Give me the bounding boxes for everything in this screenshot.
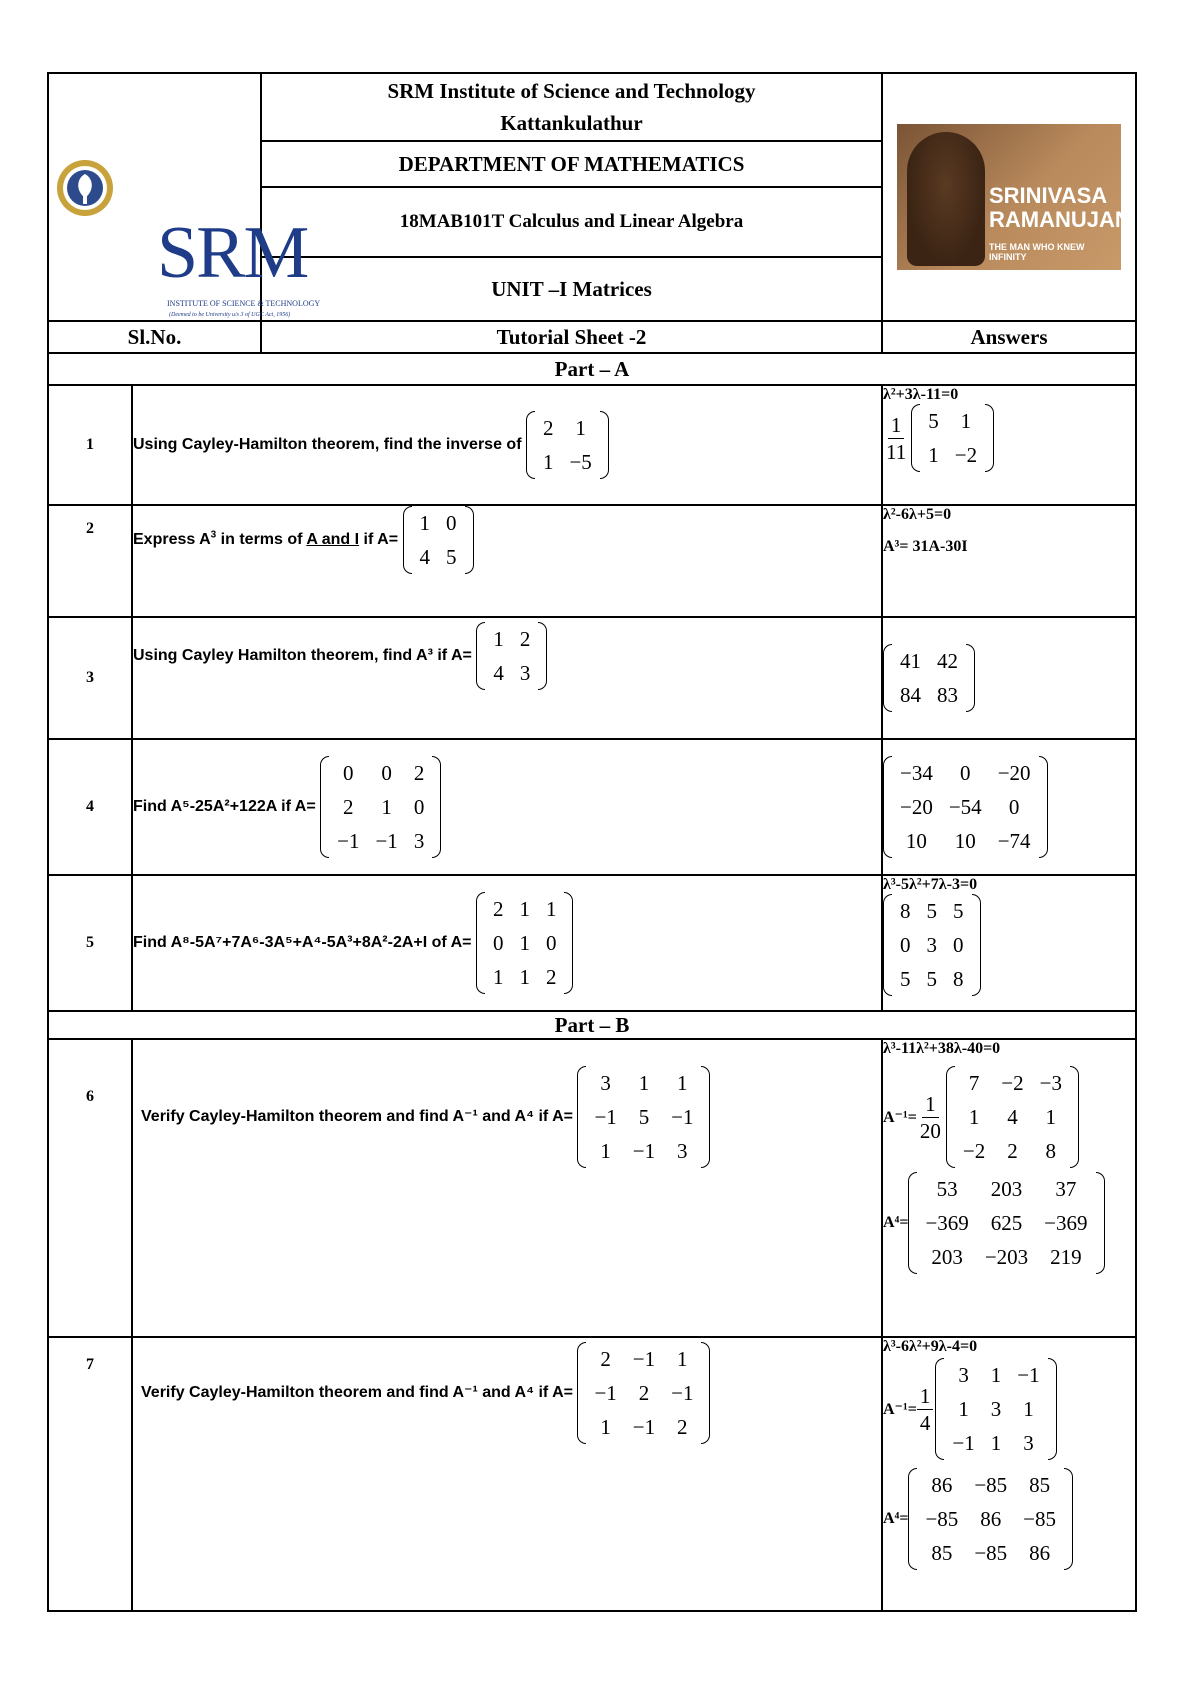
matrix-entry: −85	[974, 1541, 1008, 1565]
question-number: 5	[48, 875, 132, 1011]
question-matrix	[403, 506, 474, 574]
matrix-entry: 84	[900, 683, 921, 707]
col-header-answers: Answers	[882, 321, 1136, 353]
matrix-entry: 1	[519, 931, 530, 955]
question-text-cell	[132, 1337, 882, 1611]
matrix-entry: 3	[413, 829, 425, 853]
matrix-left-bracket	[883, 894, 892, 996]
matrix-left-bracket	[883, 756, 892, 858]
matrix-entry: 10	[905, 829, 927, 853]
question-text: Using Cayley-Hamilton theorem, find the inverse of	[133, 436, 522, 454]
matrix-entry: −1	[594, 1105, 617, 1129]
answer-fraction: $\frac{1}{11}$	[886, 412, 907, 464]
matrix-entry: −20	[997, 761, 1031, 785]
matrix-right-bracket	[465, 506, 474, 574]
matrix-left-bracket	[476, 622, 485, 690]
matrix-entry: 0	[960, 761, 971, 785]
matrix-entry: 203	[931, 1245, 963, 1269]
tutorial-table	[47, 72, 1137, 1612]
matrix-entry: 3	[677, 1139, 688, 1163]
matrix-entry: 3	[926, 933, 937, 957]
matrix-entry: 85	[1029, 1473, 1051, 1497]
question-number: 3	[48, 617, 132, 739]
table-row	[48, 505, 1136, 617]
question-text-cell	[132, 739, 882, 875]
answer-cell	[882, 875, 1136, 1011]
matrix-entry: 1	[1023, 1397, 1034, 1421]
matrix-entry: 5	[926, 899, 937, 923]
question-matrix	[577, 1342, 710, 1444]
matrix-entry: −1	[952, 1431, 975, 1455]
matrix-right-bracket	[1070, 1066, 1079, 1168]
matrix-entry: −1	[632, 1347, 656, 1371]
answer-cell	[882, 617, 1136, 739]
matrix-entry: 1	[493, 627, 504, 651]
srm-logo-cell	[48, 73, 321, 321]
matrix-entry: 0	[446, 511, 457, 535]
matrix-left-bracket	[935, 1358, 944, 1460]
answer-equation: λ²-6λ+5=0	[883, 506, 952, 523]
question-text: Using Cayley Hamilton theorem, find A³ if A=	[133, 647, 472, 665]
answer-cell	[882, 505, 1136, 617]
matrix-entry: 53	[936, 1177, 958, 1201]
matrix-entry: 8	[900, 899, 911, 923]
matrix-left-bracket	[577, 1066, 586, 1168]
matrix-right-bracket	[538, 622, 547, 690]
matrix-left-bracket	[908, 1172, 917, 1274]
matrix-entry: 5	[900, 967, 911, 991]
matrix-entry: 1	[545, 897, 557, 921]
portrait-name-line2: RAMANUJAN	[989, 207, 1131, 232]
matrix-right-bracket	[600, 411, 609, 479]
table-row	[48, 1337, 1136, 1611]
answer-matrix	[883, 894, 981, 996]
answer-cell	[882, 1039, 1136, 1337]
matrix-entry: 2	[492, 897, 504, 921]
matrix-entry: −85	[925, 1507, 959, 1531]
department-title: DEPARTMENT OF MATHEMATICS	[261, 141, 882, 187]
matrix-entry: 1	[575, 416, 586, 440]
matrix-entry: 86	[980, 1507, 1002, 1531]
question-matrix	[476, 892, 574, 994]
matrix-entry: −34	[900, 761, 933, 785]
srm-logo-text: SRM	[157, 212, 308, 294]
matrix-right-bracket	[564, 892, 573, 994]
campus-name: Kattankulathur	[500, 111, 643, 135]
matrix-entry: −203	[984, 1245, 1029, 1269]
question-matrix	[320, 756, 441, 858]
matrix-entry: 3	[958, 1363, 969, 1387]
matrix-entry: −3	[1039, 1071, 1062, 1095]
matrix-entry: 5	[638, 1105, 650, 1129]
inverse-matrix	[946, 1066, 1079, 1168]
question-text: Verify Cayley-Hamilton theorem and find A⁻¹ and A⁴ if A=	[141, 1384, 573, 1402]
matrix-entry: 5	[928, 409, 939, 433]
answer-equation: λ³-5λ²+7λ-3=0	[883, 876, 978, 893]
power-matrix	[908, 1172, 1104, 1274]
matrix-entry: 2	[1007, 1139, 1018, 1163]
matrix-right-bracket	[1039, 756, 1048, 858]
matrix-entry: −369	[1044, 1211, 1088, 1235]
matrix-entry: 3	[600, 1071, 611, 1095]
matrix-left-bracket	[946, 1066, 955, 1168]
matrix-entry: −2	[962, 1139, 986, 1163]
answer-equation: λ³-6λ²+9λ-4=0	[883, 1338, 978, 1355]
ramanujan-portrait	[897, 124, 1131, 270]
question-matrix	[476, 622, 547, 690]
matrix-entry: 1	[381, 795, 392, 819]
portrait-cell	[882, 73, 1136, 321]
matrix-entry: −1	[632, 1139, 656, 1163]
matrix-entry: 0	[381, 761, 392, 785]
matrix-entry: 203	[990, 1177, 1023, 1201]
matrix-entry: −5	[569, 450, 592, 474]
matrix-right-bracket	[1048, 1358, 1057, 1460]
matrix-entry: 5	[953, 899, 964, 923]
matrix-entry: 0	[343, 761, 354, 785]
matrix-entry: 5	[446, 545, 457, 569]
matrix-entry: 1	[990, 1363, 1002, 1387]
unit-title: UNIT –I Matrices	[261, 257, 882, 321]
matrix-entry: 1	[638, 1071, 650, 1095]
matrix-entry: 0	[953, 933, 964, 957]
matrix-entry: −1	[337, 829, 360, 853]
matrix-entry: 2	[600, 1347, 611, 1371]
matrix-right-bracket	[432, 756, 441, 858]
matrix-left-bracket	[883, 644, 892, 712]
inverse-label: A⁻¹=	[883, 1109, 917, 1126]
matrix-entry: 2	[542, 416, 554, 440]
matrix-entry: −20	[900, 795, 933, 819]
question-text-cell	[132, 1039, 882, 1337]
matrix-entry: 3	[990, 1397, 1002, 1421]
table-row	[48, 617, 1136, 739]
matrix-entry: −1	[375, 829, 398, 853]
matrix-entry: 1	[600, 1415, 611, 1439]
matrix-entry: 1	[677, 1347, 688, 1371]
part-b-header: Part – B	[48, 1011, 1136, 1039]
matrix-left-bracket	[476, 892, 485, 994]
matrix-entry: 1	[960, 409, 972, 433]
table-row	[48, 1039, 1136, 1337]
col-header-slno: Sl.No.	[48, 321, 261, 353]
institute-cell	[261, 73, 882, 141]
question-text: Verify Cayley-Hamilton theorem and find A⁻¹ and A⁴ if A=	[141, 1108, 573, 1126]
matrix-entry: 8	[1045, 1139, 1057, 1163]
matrix-entry: 1	[519, 897, 530, 921]
power-matrix	[908, 1468, 1073, 1570]
matrix-entry: 37	[1055, 1177, 1077, 1201]
matrix-left-bracket	[403, 506, 412, 574]
matrix-entry: 86	[931, 1473, 953, 1497]
matrix-entry: −1	[594, 1381, 617, 1405]
matrix-entry: 4	[1007, 1105, 1018, 1129]
matrix-entry: 3	[519, 661, 531, 685]
matrix-entry: 1	[600, 1139, 611, 1163]
matrix-entry: 86	[1029, 1541, 1051, 1565]
matrix-entry: 0	[900, 933, 911, 957]
matrix-entry: −85	[1023, 1507, 1056, 1531]
matrix-entry: 8	[953, 967, 964, 991]
matrix-entry: 2	[519, 627, 531, 651]
matrix-entry: −1	[671, 1381, 694, 1405]
question-text-cell	[132, 617, 882, 739]
matrix-entry: 42	[937, 649, 958, 673]
matrix-entry: 0	[492, 931, 504, 955]
matrix-entry: 83	[937, 683, 958, 707]
portrait-name	[989, 184, 1131, 232]
matrix-entry: 4	[493, 661, 504, 685]
tutorial-sheet-page	[47, 72, 1135, 1612]
course-title: 18MAB101T Calculus and Linear Algebra	[261, 187, 882, 257]
matrix-entry: 1	[542, 450, 554, 474]
matrix-entry: 2	[677, 1415, 688, 1439]
matrix-entry: 0	[1008, 795, 1020, 819]
question-number: 7	[48, 1337, 132, 1611]
question-text-cell	[132, 505, 882, 617]
matrix-left-bracket	[908, 1468, 917, 1570]
answer-cell	[882, 739, 1136, 875]
matrix-left-bracket	[526, 411, 535, 479]
matrix-right-bracket	[966, 644, 975, 712]
matrix-right-bracket	[985, 404, 994, 472]
matrix-entry: 0	[545, 931, 557, 955]
matrix-entry: 1	[677, 1071, 688, 1095]
question-number: 2	[48, 505, 132, 617]
matrix-entry: 7	[968, 1071, 980, 1095]
table-row	[48, 385, 1136, 505]
matrix-entry: 1	[519, 965, 530, 989]
matrix-entry: 625	[990, 1211, 1023, 1235]
col-header-sheet: Tutorial Sheet -2	[261, 321, 882, 353]
answer-fraction: $\frac{1}{20}$	[919, 1091, 941, 1143]
answer-cell	[882, 385, 1136, 505]
answer-fraction: $\frac{1}{4}$	[917, 1383, 934, 1436]
matrix-entry: 5	[926, 967, 937, 991]
matrix-entry: 4	[419, 545, 430, 569]
answer-line: A³= 31A-30I	[883, 538, 968, 555]
matrix-entry: −1	[1017, 1363, 1040, 1387]
answer-equation: λ²+3λ-11=0	[883, 386, 959, 403]
question-text-cell	[132, 875, 882, 1011]
question-text: Express $A^3$ in terms of A and I if A=	[133, 529, 399, 549]
question-matrix	[577, 1066, 710, 1168]
matrix-entry: 0	[413, 795, 425, 819]
power-label: A⁴=	[883, 1510, 909, 1527]
matrix-entry: −2	[1001, 1071, 1024, 1095]
matrix-entry: 1	[958, 1397, 969, 1421]
matrix-right-bracket	[1064, 1468, 1073, 1570]
inverse-label: A⁻¹=	[883, 1401, 917, 1418]
table-row	[48, 875, 1136, 1011]
matrix-right-bracket	[701, 1342, 710, 1444]
answer-matrix	[883, 756, 1048, 858]
matrix-right-bracket	[972, 894, 981, 996]
matrix-left-bracket	[577, 1342, 586, 1444]
portrait-caption: THE MAN WHO KNEW INFINITY	[989, 242, 1085, 262]
matrix-entry: 1	[968, 1105, 980, 1129]
matrix-entry: 1	[492, 965, 504, 989]
matrix-entry: 1	[990, 1431, 1002, 1455]
question-matrix	[526, 411, 609, 479]
matrix-entry: 2	[545, 965, 557, 989]
matrix-entry: 85	[931, 1541, 953, 1565]
question-number: 4	[48, 739, 132, 875]
matrix-entry: 2	[413, 761, 425, 785]
matrix-left-bracket	[320, 756, 329, 858]
portrait-face-image	[907, 132, 985, 266]
question-number: 1	[48, 385, 132, 505]
matrix-entry: 41	[900, 649, 921, 673]
matrix-entry: −85	[974, 1473, 1008, 1497]
matrix-left-bracket	[911, 404, 920, 472]
institute-name: SRM Institute of Science and Technology	[387, 79, 756, 103]
matrix-entry: −1	[671, 1105, 694, 1129]
matrix-entry: 2	[343, 795, 354, 819]
matrix-entry: −1	[632, 1415, 656, 1439]
answer-equation: λ³-11λ²+38λ-40=0	[883, 1040, 1001, 1057]
question-text: Find A⁵-25A²+122A if A=	[133, 798, 316, 816]
portrait-name-line1: SRINIVASA	[989, 183, 1108, 208]
matrix-entry: −2	[954, 443, 978, 467]
matrix-entry: 1	[1045, 1105, 1057, 1129]
matrix-entry: −54	[948, 795, 982, 819]
power-label: A⁴=	[883, 1214, 909, 1231]
matrix-entry: 3	[1023, 1431, 1034, 1455]
matrix-entry: 2	[638, 1381, 650, 1405]
part-a-header: Part – A	[48, 353, 1136, 385]
srm-logo-tagline: (Deemed to be University u/s 3 of UGC Act, 1956)	[169, 312, 291, 318]
question-number: 6	[48, 1039, 132, 1337]
matrix-right-bracket	[701, 1066, 710, 1168]
inverse-matrix	[935, 1358, 1056, 1460]
matrix-entry: 1	[928, 443, 939, 467]
question-text: Find A⁸-5A⁷+7A⁶-3A⁵+A⁴-5A³+8A²-2A+I of A=	[133, 934, 472, 952]
table-row	[48, 739, 1136, 875]
matrix-right-bracket	[1096, 1172, 1105, 1274]
matrix-entry: −369	[925, 1211, 969, 1235]
question-text-cell	[132, 385, 882, 505]
answer-matrix	[883, 644, 975, 712]
matrix-entry: −74	[997, 829, 1031, 853]
matrix-entry: 219	[1050, 1245, 1082, 1269]
matrix-entry: 1	[419, 511, 430, 535]
answer-cell	[882, 1337, 1136, 1611]
srm-logo-subtitle: INSTITUTE OF SCIENCE & TECHNOLOGY	[167, 299, 321, 308]
matrix-entry: 10	[954, 829, 976, 853]
answer-matrix	[911, 404, 994, 472]
